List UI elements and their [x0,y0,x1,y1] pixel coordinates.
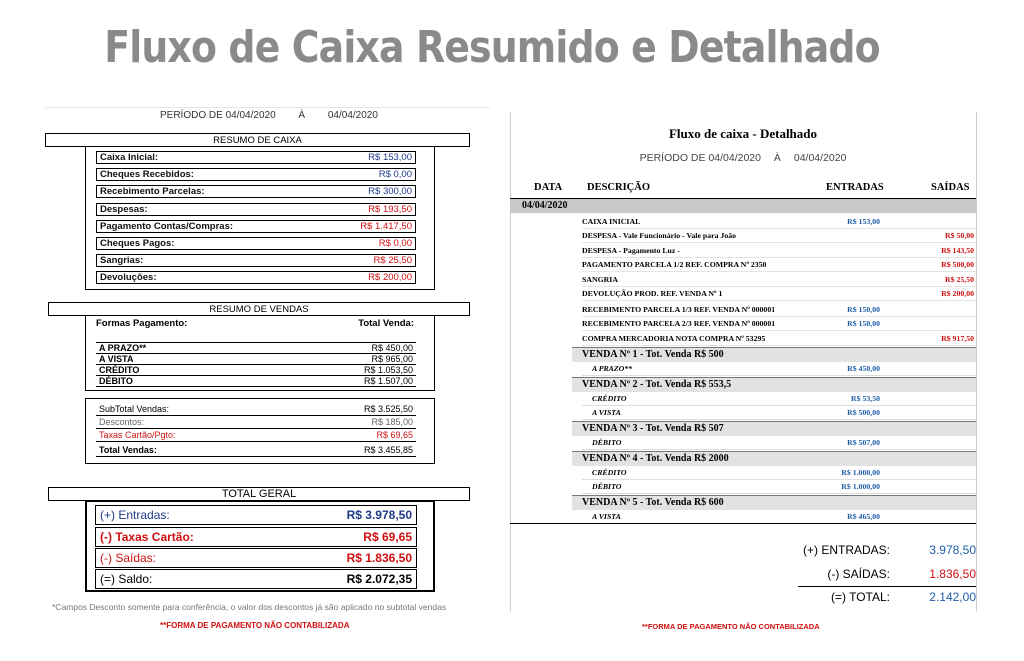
row-desc: DESPESA - Pagamento Luz - [582,246,680,255]
row-label: Sangrias: [100,255,144,266]
row-entrada: R$ 150,00 [847,305,880,314]
row-value: R$ 2.072,35 [346,572,412,586]
periodo-left [160,110,378,121]
total-geral-box [85,500,435,592]
venda-header: VENDA Nº 2 - Tot. Venda R$ 553,5 [572,377,976,392]
caixa-row [96,254,416,267]
venda-header: VENDA Nº 1 - Tot. Venda R$ 500 [572,347,976,362]
row-value: R$ 3.455,85 [363,445,413,455]
divider [976,112,977,612]
row-label: (=) Saldo: [100,572,153,586]
flow-row [582,258,976,272]
resumo-caixa-header: RESUMO DE CAIXA [45,133,470,147]
venda-item [582,406,976,420]
flow-row [582,332,976,346]
col-entradas: ENTRADAS [826,182,884,193]
nota-forma-pagamento: **FORMA DE PAGAMENTO NÃO CONTABILIZADA [642,622,820,631]
caixa-row [96,271,416,284]
caixa-row [96,168,416,181]
row-value: R$ 3.978,50 [346,508,412,522]
subtotal-box [85,398,435,464]
row-entrada: R$ 153,00 [847,217,880,226]
total-value: 2.142,00 [929,590,976,604]
venda-item [582,480,976,494]
row-label: A VISTA [99,354,134,364]
row-label: (-) Taxas Cartão: [100,530,194,544]
taxas-cartao-row [95,527,417,547]
total-geral-header: TOTAL GERAL [48,487,470,501]
row-value: R$ 0,00 [378,169,412,180]
flow-row [582,317,976,331]
venda-valor: R$ 450,00 [847,364,880,373]
divider [798,586,976,587]
total-vendas-row [96,444,416,457]
periodo-to: 04/04/2020 [793,152,847,164]
flow-row [582,287,976,301]
venda-valor: R$ 465,00 [847,512,880,521]
row-label: DÉBITO [99,376,133,386]
total-saidas-label: (-) SAÍDAS: [827,567,890,581]
taxas-row [96,429,416,442]
resumo-vendas-box [85,315,435,391]
venda-forma-row [96,376,416,387]
row-label: Descontos: [99,417,145,427]
venda-forma: DÉBITO [592,438,622,447]
venda-header: VENDA Nº 5 - Tot. Venda R$ 600 [572,495,976,510]
divider [45,107,490,108]
resumo-panel [0,0,500,661]
col-data: DATA [534,182,563,193]
venda-forma: A VISTA [592,408,621,417]
caixa-row [96,220,416,233]
subtotal-row [96,403,416,416]
row-saida: R$ 25,50 [944,275,974,284]
total-entradas-label: (+) ENTRADAS: [802,543,890,557]
saldo-row [95,569,417,589]
row-label: Total Vendas: [99,445,157,455]
entradas-row [95,505,417,525]
divider [510,523,976,524]
caixa-row [96,151,416,164]
row-value: R$ 300,00 [368,186,412,197]
descontos-row [96,416,416,429]
periodo-sep: À [298,110,306,121]
row-entrada: R$ 150,00 [847,319,880,328]
row-label: (-) Saídas: [100,551,157,565]
row-saida: R$ 200,00 [941,289,974,298]
flow-row [582,215,976,229]
row-label: Caixa Inicial: [100,152,159,163]
row-value: R$ 0,00 [378,238,412,249]
venda-valor: R$ 53,50 [850,394,880,403]
detalhado-panel [510,112,976,631]
row-value: R$ 1.417,50 [360,221,412,232]
row-label: Recebimento Parcelas: [100,186,205,197]
saidas-row [95,548,417,568]
row-value: R$ 153,00 [368,152,412,163]
row-label: Taxas Cartão/Pgto: [99,430,176,440]
row-desc: RECEBIMENTO PARCELA 2/3 REF. VENDA Nº 000001 [582,319,776,328]
row-value: R$ 200,00 [368,272,412,283]
row-saida: R$ 50,00 [944,231,974,240]
row-desc: COMPRA MERCADORIA NOTA COMPRA Nº 53295 [582,334,766,343]
venda-item [582,436,976,450]
col-saidas: SAÍDAS [931,182,970,193]
row-label: Cheques Pagos: [100,238,175,249]
row-label: Despesas: [100,204,148,215]
formas-pagamento-header: Formas Pagamento: [96,318,188,329]
venda-valor: R$ 1.000,00 [841,468,880,477]
resumo-vendas-header: RESUMO DE VENDAS [48,302,470,316]
row-saida: R$ 500,00 [941,260,974,269]
resumo-caixa-box [85,146,435,290]
row-saida: R$ 143,50 [941,246,974,255]
row-label: CRÉDITO [99,365,140,375]
venda-forma: DÉBITO [592,482,622,491]
venda-forma: CRÉDITO [592,394,627,403]
periodo-label: PERÍODO DE [639,152,706,164]
venda-item [582,362,976,376]
flow-row [582,229,976,243]
venda-forma: CRÉDITO [592,468,627,477]
row-label: Devoluções: [100,272,157,283]
periodo-to: 04/04/2020 [327,110,378,121]
periodo-label: PERÍODO DE [160,110,223,121]
row-value: R$ 69,65 [376,430,413,440]
date-band: 04/04/2020 [510,199,976,213]
footnote: *Campos Desconto somente para conferência, o valor dos descontos já são aplicado no subtotal vendas [52,602,447,612]
row-value: R$ 25,50 [373,255,412,266]
row-value: R$ 3.525,50 [363,404,413,414]
row-value: R$ 193,50 [368,204,412,215]
venda-forma-row [96,343,416,354]
venda-valor: R$ 500,00 [847,408,880,417]
row-value: R$ 1.053,50 [363,365,413,375]
row-saida: R$ 917,50 [941,334,974,343]
total-label: (=) TOTAL: [830,590,890,604]
row-value: R$ 1.836,50 [346,551,412,565]
periodo-sep: À [773,152,781,164]
venda-header: VENDA Nº 3 - Tot. Venda R$ 507 [572,421,976,436]
row-desc: RECEBIMENTO PARCELA 1/3 REF. VENDA Nº 000001 [582,305,776,314]
venda-valor: R$ 507,00 [847,438,880,447]
venda-item [582,392,976,406]
col-descricao: DESCRIÇÃO [587,182,651,193]
row-desc: CAIXA INICIAL [582,217,641,226]
flow-row [582,244,976,258]
total-entradas-value: 3.978,50 [929,543,976,557]
flow-row [582,303,976,317]
venda-forma-row [96,365,416,376]
row-label: (+) Entradas: [100,508,170,522]
row-label: Cheques Recebidos: [100,169,194,180]
nota-forma-pagamento: **FORMA DE PAGAMENTO NÃO CONTABILIZADA [160,621,350,630]
row-value: R$ 450,00 [371,343,413,353]
detalhado-title: Fluxo de caixa - Detalhado [668,126,818,141]
venda-item [582,510,976,524]
caixa-row [96,237,416,250]
venda-header: VENDA Nº 4 - Tot. Venda R$ 2000 [572,451,976,466]
row-value: R$ 69,65 [363,530,412,544]
caixa-row [96,203,416,216]
row-label: SubTotal Vendas: [99,404,170,414]
periodo-right [510,152,976,164]
row-value: R$ 965,00 [371,354,413,364]
caixa-row [96,185,416,198]
row-value: R$ 185,00 [371,417,413,427]
total-venda-header: Total Venda: [358,318,414,329]
row-value: R$ 1.507,00 [363,376,413,386]
row-desc: SANGRIA [582,275,618,284]
venda-forma-row [96,354,416,365]
total-saidas-value: 1.836,50 [929,567,976,581]
row-label: A PRAZO** [99,343,147,353]
venda-forma: A VISTA [592,512,621,521]
venda-item [582,466,976,480]
flow-row [582,273,976,287]
row-desc: DESPESA - Vale Funcionário - Vale para João [582,231,737,240]
venda-valor: R$ 1.000,00 [841,482,880,491]
row-label: Pagamento Contas/Compras: [100,221,234,232]
periodo-from: 04/04/2020 [225,110,276,121]
venda-forma: A PRAZO** [592,364,633,373]
row-desc: DEVOLUÇÃO PROD. REF. VENDA Nº 1 [582,289,723,298]
page-title: Fluxo de Caixa Resumido e Detalhado [104,22,880,73]
row-desc: PAGAMENTO PARCELA 1/2 REF. COMPRA Nº 2350 [582,260,767,269]
periodo-from: 04/04/2020 [708,152,761,164]
